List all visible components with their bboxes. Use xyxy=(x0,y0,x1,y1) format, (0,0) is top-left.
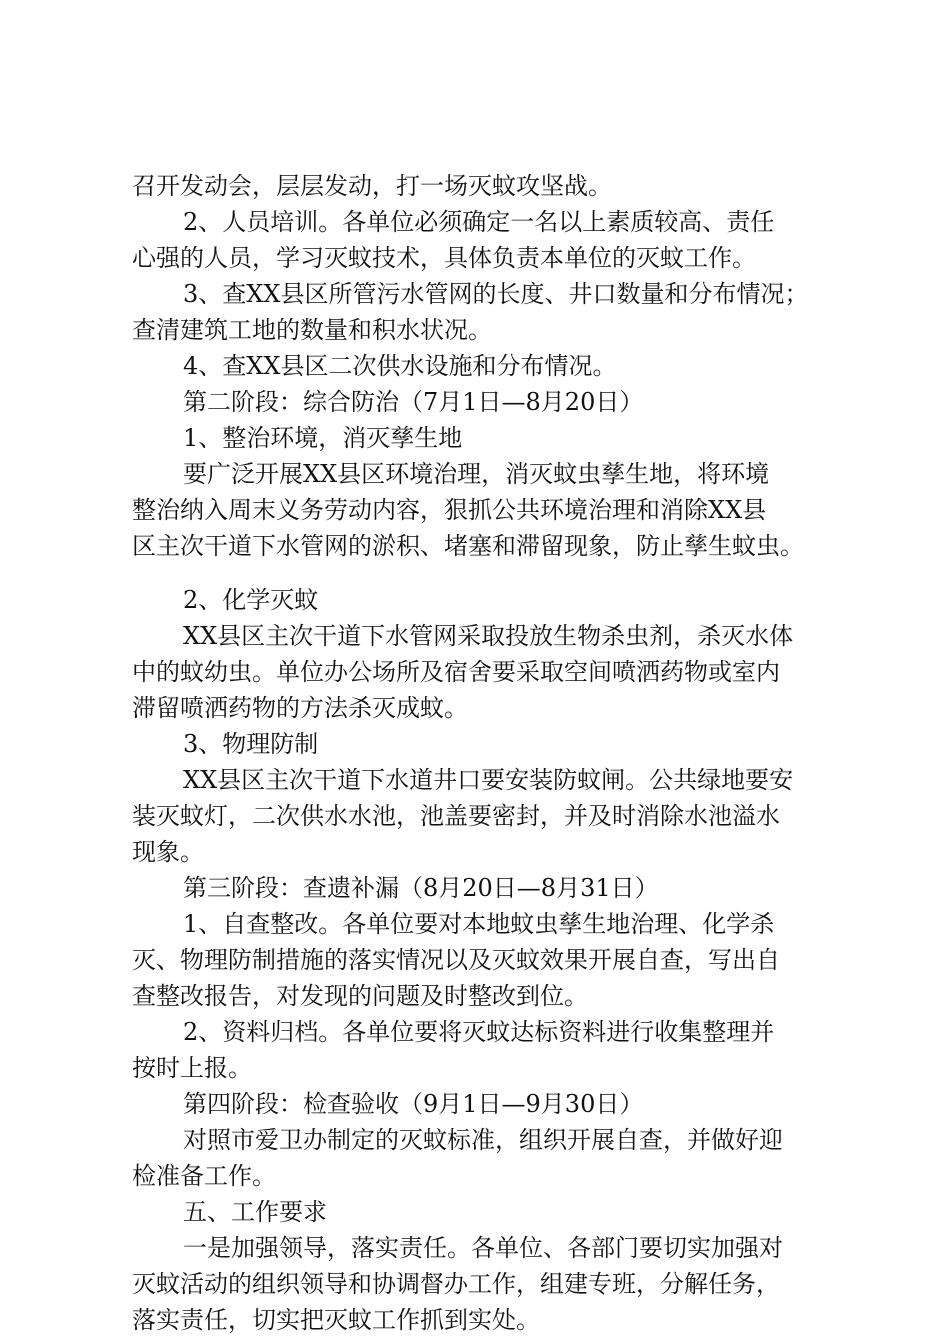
section-heading: 第二阶段：综合防治（7月1日—8月20日） xyxy=(183,388,644,416)
text-line: 一是加强领导，落实责任。各单位、各部门要切实加强对 xyxy=(183,1234,783,1262)
text-line: 落实责任，切实把灭蚊工作抓到实处。 xyxy=(132,1306,540,1334)
text-line: 区主次干道下水管网的淤积、堵塞和滞留现象，防止孳生蚊虫。 xyxy=(132,532,804,560)
text-line: 2、人员培训。各单位必须确定一名以上素质较高、责任 xyxy=(183,208,775,236)
text-line: 4、查XX县区二次供水设施和分布情况。 xyxy=(183,352,617,380)
text-line: 中的蚊幼虫。单位办公场所及宿舍要采取空间喷洒药物或室内 xyxy=(132,658,780,686)
text-line: 召开发动会，层层发动，打一场灭蚊攻坚战。 xyxy=(132,172,612,200)
text-line: 心强的人员，学习灭蚊技术，具体负责本单位的灭蚊工作。 xyxy=(132,244,756,272)
text-line: XX县区主次干道下水道井口要安装防蚊闸。公共绿地要安 xyxy=(183,766,794,794)
text-line: 3、查XX县区所管污水管网的长度、井口数量和分布情况； xyxy=(183,280,809,308)
text-line: 装灭蚊灯，二次供水水池，池盖要密封，并及时消除水池溢水 xyxy=(132,802,780,830)
text-line: 查清建筑工地的数量和积水状况。 xyxy=(132,316,492,344)
text-line: 整治纳入周末义务劳动内容，狠抓公共环境治理和消除XX县 xyxy=(132,496,767,524)
section-heading: 第三阶段：查遗补漏（8月20日—8月31日） xyxy=(183,874,659,902)
text-line: 3、物理防制 xyxy=(183,730,319,758)
text-line: 1、自查整改。各单位要对本地蚊虫孳生地治理、化学杀 xyxy=(183,910,775,938)
text-line: 2、资料归档。各单位要将灭蚊达标资料进行收集整理并 xyxy=(183,1018,775,1046)
text-line: 按时上报。 xyxy=(132,1054,252,1082)
text-line: 要广泛开展XX县区环境治理，消灭蚊虫孳生地，将环境 xyxy=(183,460,770,488)
text-line: 滞留喷洒药物的方法杀灭成蚊。 xyxy=(132,694,468,722)
text-line: 灭蚊活动的组织领导和协调督办工作，组建专班，分解任务， xyxy=(132,1270,780,1298)
section-heading: 五、工作要求 xyxy=(183,1198,327,1226)
text-line: 灭、物理防制措施的落实情况以及灭蚊效果开展自查，写出自 xyxy=(132,946,780,974)
text-line: 现象。 xyxy=(132,838,204,866)
text-line: XX县区主次干道下水管网采取投放生物杀虫剂，杀灭水体 xyxy=(183,622,794,650)
text-line: 1、整治环境，消灭孳生地 xyxy=(183,424,463,452)
section-heading: 第四阶段：检查验收（9月1日—9月30日） xyxy=(183,1090,644,1118)
text-line: 检准备工作。 xyxy=(132,1162,276,1190)
text-line: 对照市爱卫办制定的灭蚊标准，组织开展自查，并做好迎 xyxy=(183,1126,783,1154)
text-line: 查整改报告，对发现的问题及时整改到位。 xyxy=(132,982,588,1010)
text-line: 2、化学灭蚊 xyxy=(183,586,319,614)
